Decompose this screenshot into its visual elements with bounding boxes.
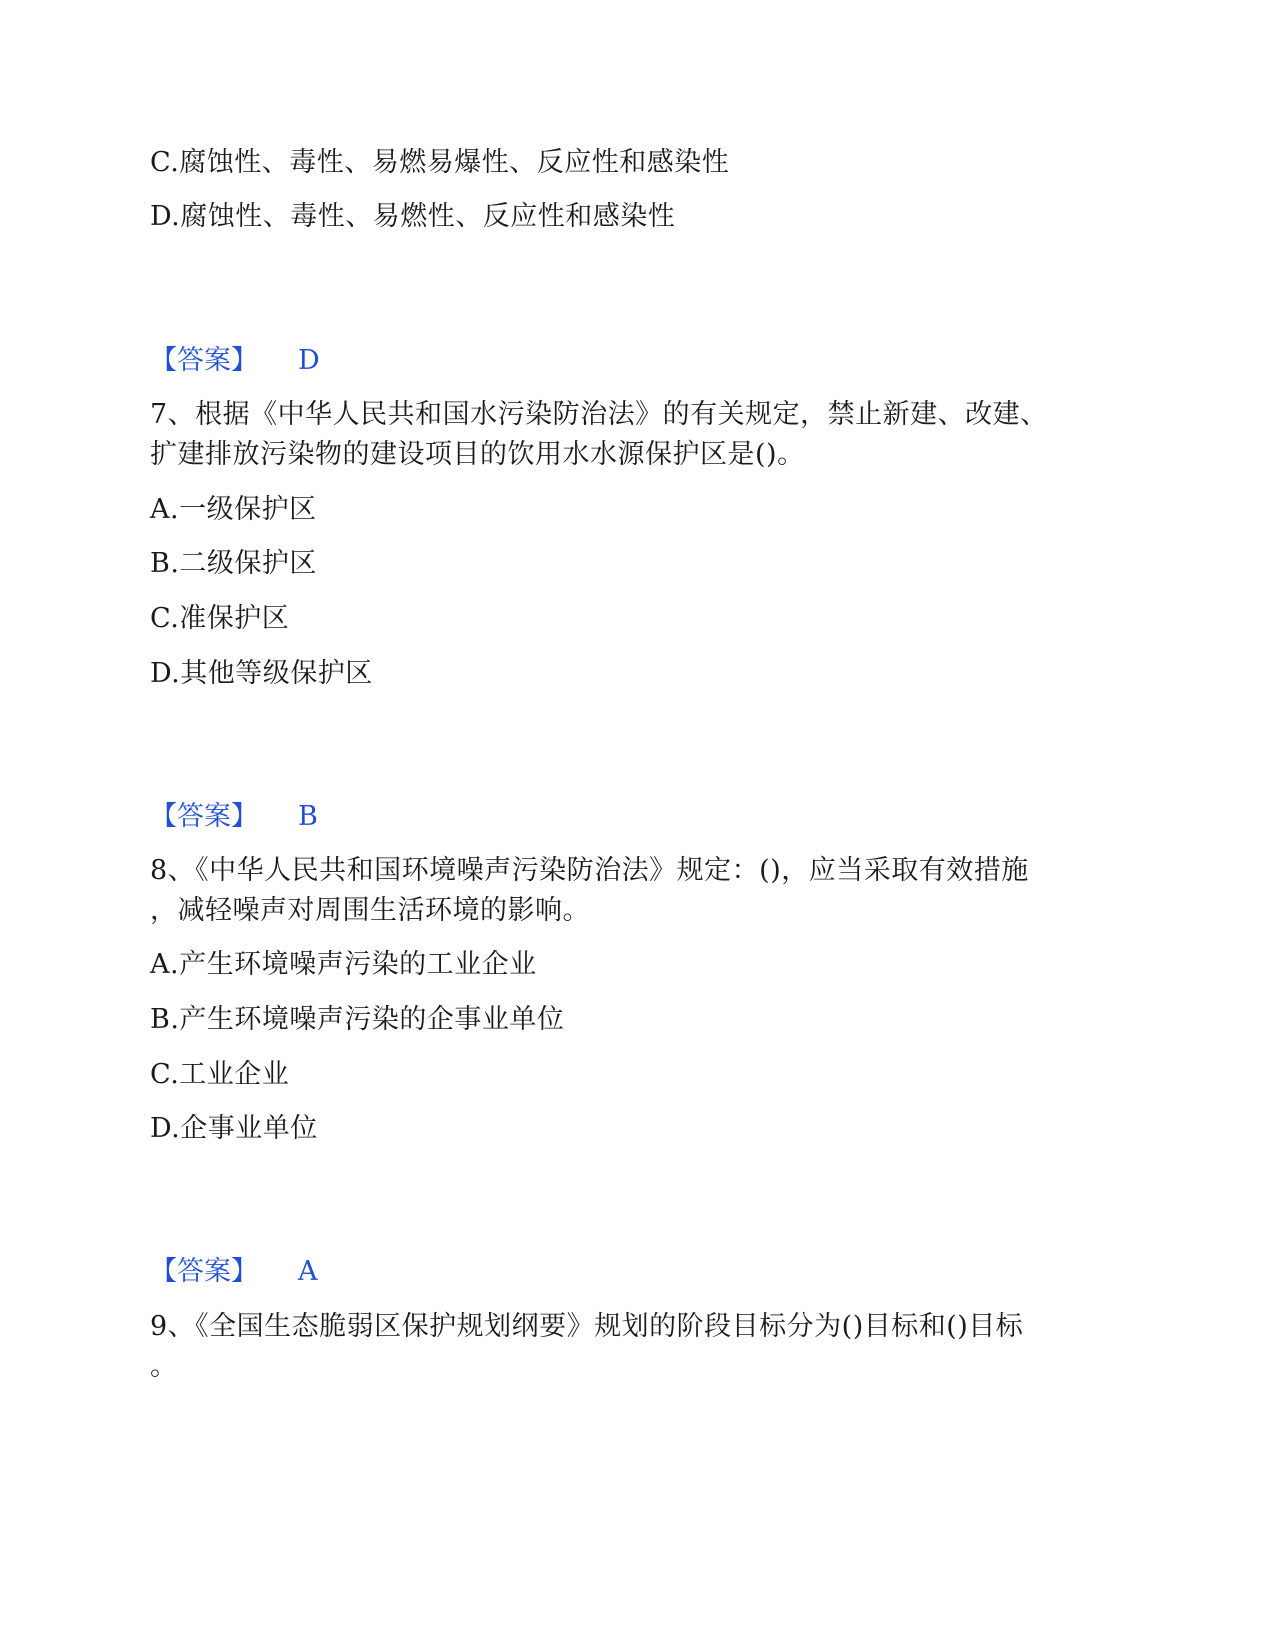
q8-option-b: B.产生环境噪声污染的企事业单位 <box>150 1004 565 1035</box>
answer-label: 【答案】 <box>150 345 258 376</box>
q7-option-a: A.一级保护区 <box>150 494 317 525</box>
q9-stem-line2: 。 <box>150 1351 178 1382</box>
q6-option-c: C.腐蚀性、毒性、易燃易爆性、反应性和感染性 <box>150 147 730 178</box>
answer-value: A <box>298 1256 318 1287</box>
answer-label: 【答案】 <box>150 1256 258 1287</box>
q8-stem-line1: 8、《中华人民共和国环境噪声污染防治法》规定：()，应当采取有效措施 <box>150 855 1029 886</box>
q9-stem-line1: 9、《全国生态脆弱区保护规划纲要》规划的阶段目标分为()目标和()目标 <box>150 1311 1024 1342</box>
q7-stem-line2: 扩建排放污染物的建设项目的饮用水水源保护区是()。 <box>150 439 805 470</box>
q7-stem-line1: 7、根据《中华人民共和国水污染防治法》的有关规定，禁止新建、改建、 <box>150 399 1048 430</box>
q8-answer <box>150 1254 318 1290</box>
q7-answer <box>150 799 318 835</box>
q8-option-d: D.企事业单位 <box>150 1113 318 1144</box>
q6-answer <box>150 343 320 379</box>
answer-value: B <box>298 801 318 832</box>
q8-option-c: C.工业企业 <box>150 1059 290 1090</box>
q7-option-d: D.其他等级保护区 <box>150 658 373 689</box>
q6-option-d: D.腐蚀性、毒性、易燃性、反应性和感染性 <box>150 201 676 232</box>
answer-label: 【答案】 <box>150 801 258 832</box>
q8-stem-line2: ，减轻噪声对周围生活环境的影响。 <box>150 895 590 926</box>
q7-option-c: C.准保护区 <box>150 603 290 634</box>
q8-option-a: A.产生环境噪声污染的工业企业 <box>150 949 537 980</box>
q7-option-b: B.二级保护区 <box>150 548 317 579</box>
answer-value: D <box>298 345 320 376</box>
